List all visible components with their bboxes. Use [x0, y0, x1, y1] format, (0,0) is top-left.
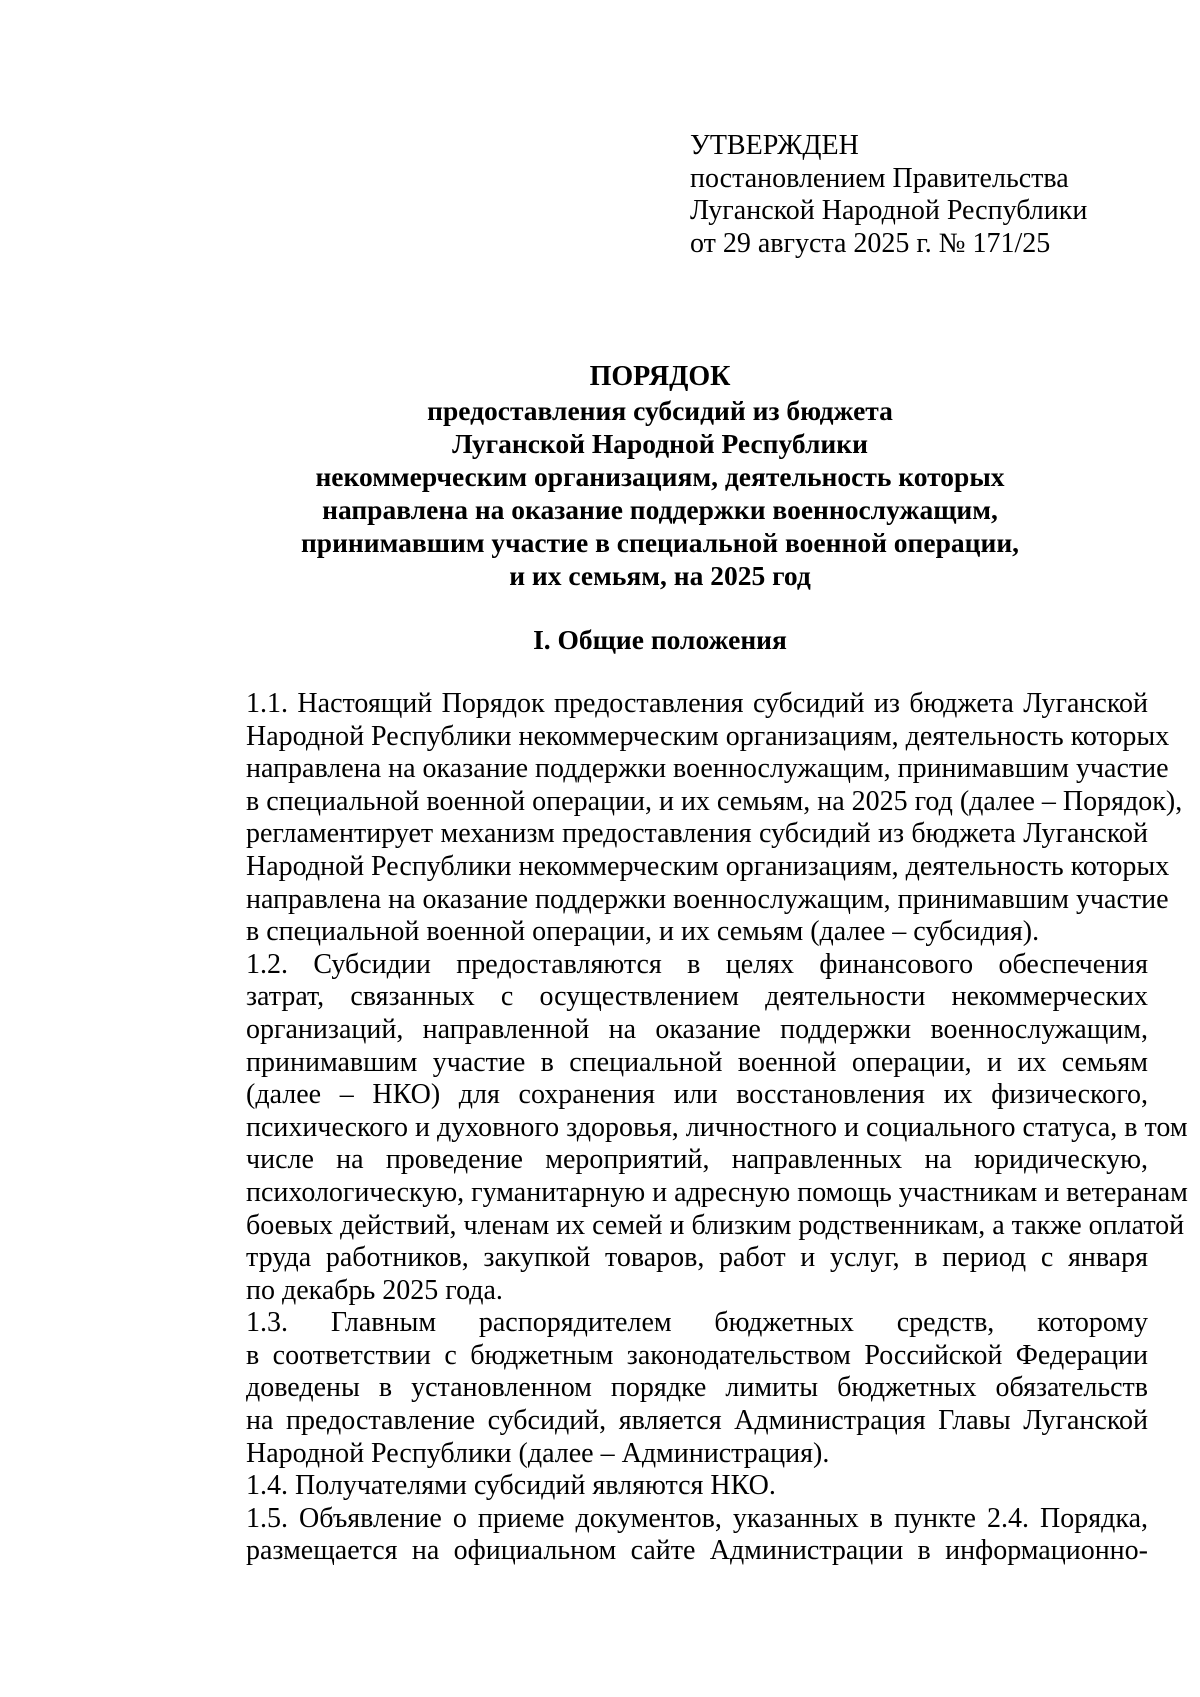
approval-stamp: [690, 130, 1087, 260]
text-line: труда работников, закупкой товаров, работ и услуг, в период с января: [246, 1242, 1148, 1274]
text-line: 1.3. Главным распорядителем бюджетных средств, которому: [246, 1307, 1148, 1339]
text-line: в специальной военной операции, и их семьям (далее – субсидия).: [246, 916, 1040, 948]
text-line: числе на проведение мероприятий, направленных на юридическую,: [246, 1144, 1148, 1176]
text-line: 1.4. Получателями субсидий являются НКО.: [246, 1470, 776, 1502]
title-line: предоставления субсидий из бюджета: [427, 395, 893, 426]
document-title: [172, 360, 1148, 592]
section-heading: I. Общие положения: [533, 624, 787, 655]
text-line: направлена на оказание поддержки военнослужащим, принимавшим участие: [246, 753, 1169, 785]
text-line: 1.1. Настоящий Порядок предоставления субсидий из бюджета Луганской: [246, 688, 1148, 719]
approval-line: постановлением Правительства: [690, 162, 1069, 194]
title-line: Луганской Народной Республики: [452, 428, 868, 459]
text-line: Народной Республики некоммерческим организациям, деятельность которых: [246, 720, 1170, 752]
document-body: [172, 688, 1188, 1568]
title-line: и их семьям, на 2025 год: [509, 560, 811, 591]
text-line: (далее – НКО) для сохранения или восстановления их физического,: [246, 1079, 1148, 1111]
approval-line: Луганской Народной Республики: [690, 195, 1088, 226]
text-line: психологическую, гуманитарную и адресную помощь участникам и ветеранам: [246, 1176, 1188, 1208]
text-line: по декабрь 2025 года.: [246, 1274, 503, 1306]
text-line: 1.2. Субсидии предоставляются в целях финансового обеспечения: [246, 948, 1148, 980]
text-line: организаций, направленной на оказание поддержки военнослужащим,: [246, 1013, 1148, 1045]
text-line: Народной Республики (далее – Администрация).: [246, 1437, 830, 1469]
text-line: Народной Республики некоммерческим организациям, деятельность которых: [246, 850, 1170, 882]
title-line: принимавшим участие в специальной военной операции,: [300, 527, 1020, 558]
text-line: направлена на оказание поддержки военнослужащим, принимавшим участие: [246, 883, 1169, 915]
text-line: затрат, связанных с осуществлением деятельности некоммерческих: [246, 981, 1148, 1013]
paragraph-1-4: [172, 1470, 1148, 1503]
title-line: направлена на оказание поддержки военнослужащим,: [322, 494, 998, 525]
paragraph-1-2: [172, 948, 1188, 1308]
title-main: ПОРЯДОК: [589, 361, 731, 392]
text-line: в соответствии с бюджетным законодательством Российской Федерации: [246, 1339, 1148, 1371]
paragraph-1-3: [172, 1307, 1148, 1470]
text-line: психического и духовного здоровья, личностного и социального статуса, в том: [246, 1111, 1188, 1143]
approval-line: от 29 августа 2025 г. № 171/25: [690, 227, 1051, 259]
paragraph-1-1: [172, 688, 1183, 949]
paragraph-1-5: [172, 1503, 1148, 1568]
text-line: в специальной военной операции, и их семьям, на 2025 год (далее – Порядок),: [246, 785, 1183, 817]
title-line: некоммерческим организациям, деятельность которых: [315, 461, 1005, 492]
text-line: 1.5. Объявление о приеме документов, указанных в пункте 2.4. Порядка,: [246, 1502, 1148, 1534]
text-line: размещается на официальном сайте Администрации в информационно-: [246, 1535, 1148, 1567]
text-line: доведены в установленном порядке лимиты бюджетных обязательств: [246, 1372, 1148, 1404]
approval-line: УТВЕРЖДЕН: [690, 130, 859, 161]
text-line: принимавшим участие в специальной военной операции, и их семьям: [246, 1046, 1148, 1078]
text-line: регламентирует механизм предоставления субсидий из бюджета Луганской: [246, 818, 1148, 850]
text-line: боевых действий, членам их семей и близким родственникам, а также оплатой: [246, 1209, 1185, 1241]
text-line: на предоставление субсидий, является Администрация Главы Луганской: [246, 1405, 1148, 1437]
